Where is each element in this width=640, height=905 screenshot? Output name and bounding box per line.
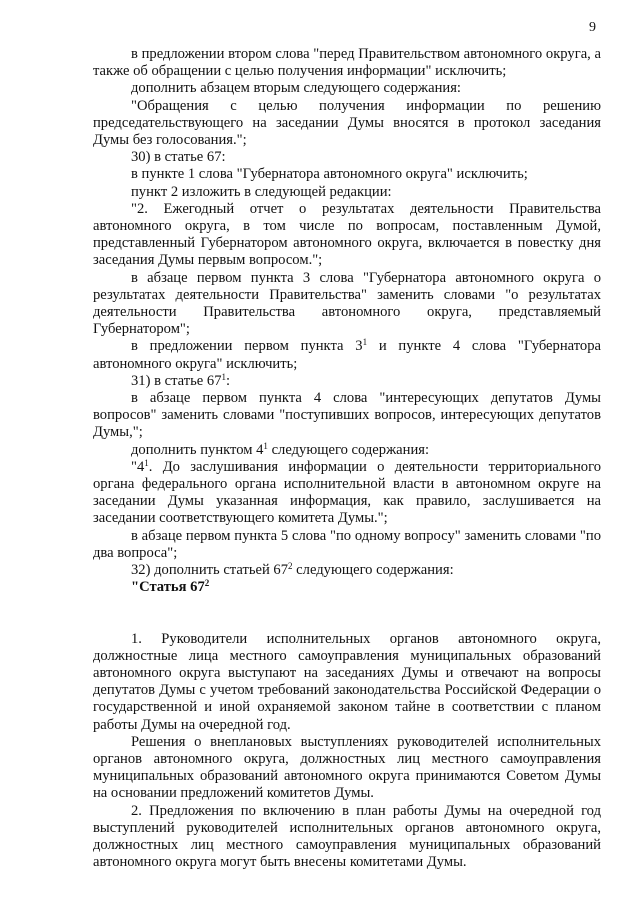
paragraph: в абзаце первом пункта 5 слова "по одному вопросу" заменить словами "по два вопроса"; [93, 527, 601, 561]
paragraph: в абзаце первом пункта 4 слова "интересующих депутатов Думы вопросов" заменить словами "поступивших вопросов, интересующих депутатов Думы,"; [93, 390, 601, 441]
paragraph [93, 373, 601, 390]
article-heading [93, 579, 601, 596]
superscript: 1 [221, 371, 227, 382]
paragraph-text: : [226, 372, 231, 389]
paragraph-text: . До заслушивания информации о деятельности территориального органа федерального органа исполнительной власти в автономном округе на заседании Думы указанная информация, как правило, заслушивается на заседании соответствующего комитета Думы."; [93, 458, 601, 527]
paragraph: пункт 2 изложить в следующей редакции: [131, 183, 392, 200]
paragraph: 1. Руководители исполнительных органов автономного округа, должностные лица местного самоуправления муниципальных образований автономного округа выступают на заседаниях Думы и отвечают на вопросы депутатов Думы с учетом требований законодательства Российской Федерации о государственной и иной охраняемой законом тайне в соответствии с планом работы Думы на очередной год. [93, 630, 601, 733]
superscript: 1 [362, 337, 368, 348]
paragraph: в пункте 1 слова "Губернатора автономного округа" исключить; [131, 166, 528, 183]
paragraph: "Обращения с целью получения информации по решению председательствующего на заседании Думы вносятся в протокол заседания Думы без голосования."; [93, 97, 601, 149]
superscript: 1 [263, 440, 268, 451]
paragraph: 2. Предложения по включению в план работы Думы на очередной год выступлений руководителей исполнительных органов автономного округа, должностных лиц местного самоуправления муниципальных образований автономного округа могут быть внесены комитетами Думы. [93, 802, 601, 871]
paragraph-text: следующего содержания: [267, 441, 430, 458]
paragraph [93, 338, 601, 372]
paragraph: в абзаце первом пункта 3 слова "Губернатора автономного округа о результатах деятельности Правительства" заменить словами "о результатах деятельности Правительства автономного округа, представляемый Губернатором"; [93, 269, 601, 338]
superscript: 2 [204, 578, 210, 589]
paragraph: Решения о внеплановых выступлениях руководителей исполнительных органов автономного округа, должностных лиц местного самоуправления муниципальных образований автономного округа принимаются Советом Думы на основании предложений комитетов Думы. [93, 733, 601, 802]
paragraph-text: "4 [131, 458, 145, 475]
paragraph: 30) в статье 67: [131, 149, 226, 166]
paragraph: "2. Ежегодный отчет о результатах деятельности Правительства автономного округа, в том числе по вопросам, поставленным Думой, представленный Губернатором автономного округа, включается в повестку дня заседания Думы первым вопросом."; [93, 200, 601, 269]
paragraph-text: следующего содержания: [292, 562, 454, 579]
page-number: 9 [589, 20, 596, 35]
paragraph [93, 562, 601, 579]
paragraph: в предложении втором слова "перед Правительством автономного округа, а также об обращении с целью получения информации" исключить; [93, 46, 601, 80]
paragraph-text: дополнить пунктом 4 [131, 441, 264, 458]
paragraph [93, 459, 601, 528]
paragraph [93, 442, 601, 459]
article-title: "Статья 67 [131, 579, 205, 596]
paragraph-text: в предложении первом пункта 3 [131, 338, 363, 355]
paragraph-text: и пункте 4 слова "Губернатора автономного округа" исключить; [93, 338, 602, 372]
superscript: 1 [144, 457, 149, 468]
document-body [93, 46, 601, 871]
superscript: 2 [288, 561, 293, 572]
paragraph: дополнить абзацем вторым следующего содержания: [131, 80, 461, 97]
paragraph-text: 32) дополнить статьей 67 [131, 562, 289, 579]
paragraph-text: 31) в статье 67 [131, 372, 222, 389]
